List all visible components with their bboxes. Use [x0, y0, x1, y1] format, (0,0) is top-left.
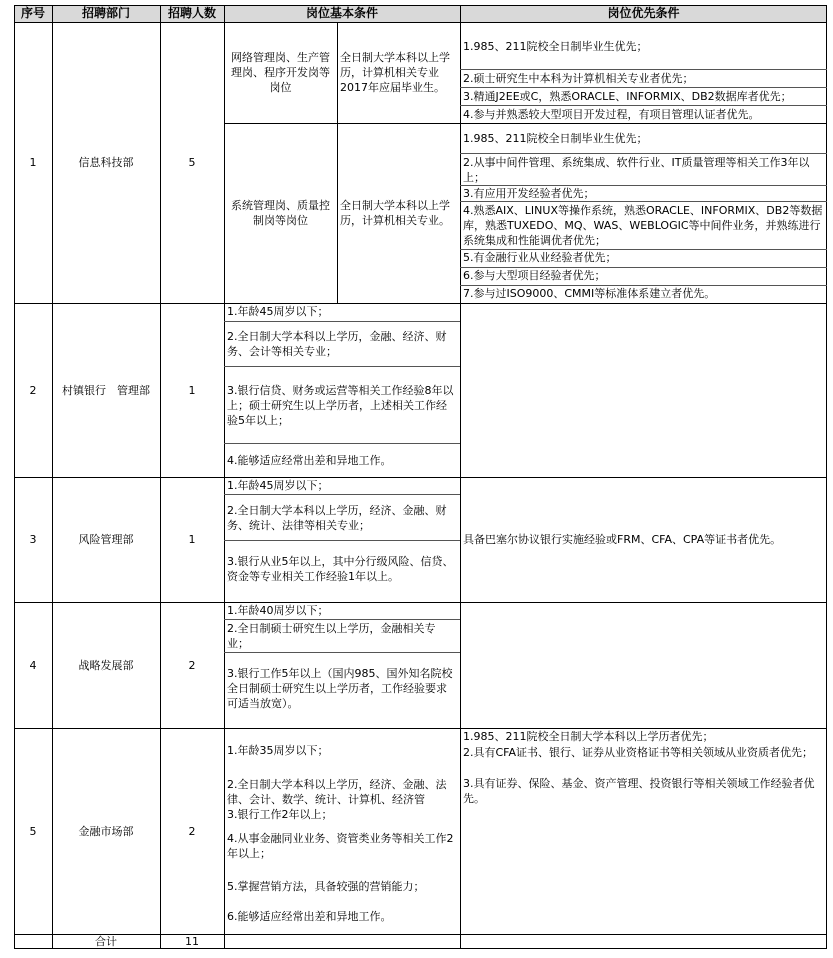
row5-seq: 5 [29, 824, 37, 838]
row5-basic-4: 4.从事金融同业业务、资管类业务等相关工作2年以上； [227, 832, 454, 860]
grid-line [160, 5, 161, 949]
grid-line [224, 366, 460, 367]
row1-sub1-pref-4: 4.参与并熟悉较大型项目开发过程，有项目管理认证者优先。 [463, 108, 760, 121]
grid-line [460, 185, 827, 186]
grid-line [52, 5, 53, 949]
total-label: 合计 [95, 935, 117, 948]
row1-headcount: 5 [188, 156, 196, 169]
row2-basic-4: 4.能够适应经常出差和异地工作。 [227, 454, 392, 467]
grid-line [224, 494, 460, 495]
row2-basic-2: 2.全日制大学本科以上学历，金融、经济、财务、会计等相关专业； [227, 330, 447, 358]
row5-basic-5: 5.掌握营销方法，具备较强的营销能力； [227, 880, 425, 893]
row3-basic-3: 3.银行从业5年以上，其中分行级风险、信贷、资金等专业相关工作经验1年以上。 [227, 555, 454, 583]
grid-line [14, 22, 827, 23]
grid-line [224, 443, 460, 444]
row2-department: 村镇银行 管理部 [62, 383, 150, 397]
grid-line [14, 5, 827, 6]
grid-line [14, 477, 827, 478]
grid-line [224, 619, 460, 620]
row4-basic-2: 2.全日制硕士研究生以上学历，金融相关专业； [227, 622, 436, 650]
row5-basic-2: 2.全日制大学本科以上学历，经济、金融、法律、会计、数学、统计、计算机、经济管 [227, 778, 447, 806]
row3-basic-2: 2.全日制大学本科以上学历，经济、金融、财务、统计、法律等相关专业； [227, 504, 447, 532]
row5-pref-2: 2.具有CFA证书、银行、证券从业资格证书等相关领域从业资质者优先； [463, 746, 814, 759]
row1-sub2-post: 系统管理岗、质量控制岗等岗位 [231, 199, 330, 227]
row4-basic-3: 3.银行工作5年以上（国内985、国外知名院校全日制硕士研究生以上学历者，工作经验要求可适当放宽）。 [227, 667, 453, 710]
row4-preferred [460, 602, 827, 728]
grid-line [460, 249, 827, 250]
row2-headcount: 1 [188, 383, 196, 397]
grid-line [224, 321, 460, 322]
row2-seq: 2 [29, 383, 37, 397]
row4-basic-1: 1.年龄40周岁以下； [227, 604, 329, 617]
grid-line [460, 87, 827, 88]
row4-seq: 4 [29, 658, 37, 672]
row5-pref-1: 1.985、211院校全日制大学本科以上学历者优先； [463, 730, 714, 743]
header-preferred-conditions: 岗位优先条件 [460, 5, 827, 22]
row1-sub2-basic: 全日制大学本科以上学历，计算机相关专业。 [340, 199, 450, 227]
row1-sub2-pref-5: 5.有金融行业从业经验者优先； [463, 251, 617, 264]
row5-basic-3: 3.银行工作2年以上； [227, 808, 333, 821]
recruitment-table [14, 5, 827, 949]
row1-sub1-pref-2: 2.硕士研究生中本科为计算机相关专业者优先； [463, 72, 694, 85]
row2-basic-1: 1.年龄45周岁以下； [227, 305, 329, 318]
grid-line [460, 153, 827, 154]
header-headcount: 招聘人数 [160, 5, 224, 22]
grid-line [460, 5, 461, 949]
grid-line [460, 201, 827, 202]
row1-sub2-pref-1: 1.985、211院校全日制毕业生优先； [463, 132, 648, 145]
grid-line [460, 285, 827, 286]
row5-basic-6: 6.能够适应经常出差和异地工作。 [227, 910, 392, 923]
row5-pref-3: 3.具有证券、保险、基金、资产管理、投资银行等相关领域工作经验者优先。 [463, 777, 815, 805]
row1-department: 信息科技部 [78, 156, 134, 169]
row1-sub1-post: 网络管理岗、生产管理岗、程序开发岗等岗位 [231, 51, 330, 94]
row1-sub2-pref-7: 7.参与过ISO9000、CMMI等标准体系建立者优先。 [463, 287, 716, 300]
grid-line [14, 934, 827, 935]
grid-line [224, 652, 460, 653]
grid-line [14, 602, 827, 603]
grid-line [14, 948, 827, 949]
row3-basic-1: 1.年龄45周岁以下； [227, 479, 329, 492]
row1-sub2-pref-6: 6.参与大型项目经验者优先； [463, 269, 606, 282]
grid-line [460, 105, 827, 106]
header-seq: 序号 [14, 5, 52, 22]
grid-line [826, 5, 827, 949]
grid-line [337, 22, 338, 303]
row5-headcount: 2 [188, 824, 196, 838]
row1-sub1-basic: 全日制大学本科以上学历，计算机相关专业2017年应届毕业生。 [340, 51, 450, 94]
grid-line [224, 123, 827, 124]
row1-sub2-pref-3: 3.有应用开发经验者优先； [463, 187, 595, 200]
total-value: 11 [185, 935, 199, 948]
row4-headcount: 2 [188, 658, 196, 672]
grid-line [14, 728, 827, 729]
row1-seq: 1 [29, 156, 37, 169]
grid-line [14, 5, 15, 949]
grid-line [460, 267, 827, 268]
grid-line [14, 303, 827, 304]
row5-department: 金融市场部 [78, 824, 134, 838]
row3-department: 风险管理部 [78, 533, 134, 546]
row1-sub1-pref-3: 3.精通J2EE或C，熟悉ORACLE、INFORMIX、DB2数据库者优先； [463, 90, 792, 103]
row1-sub2-pref-4: 4.熟悉AIX、LINUX等操作系统，熟悉ORACLE、INFORMIX、DB2等数据库，熟悉TUXEDO、MQ、WAS、WEBLOGIC等中间件业务，并熟练进行系统集成和性能调优者优先； [463, 204, 823, 247]
row3-seq: 3 [29, 533, 37, 546]
grid-line [224, 540, 460, 541]
header-basic-conditions: 岗位基本条件 [224, 5, 460, 22]
row5-basic-1: 1.年龄35周岁以下； [227, 744, 329, 757]
grid-line [460, 69, 827, 70]
row1-sub2-pref-2: 2.从事中间件管理、系统集成、软件行业、IT质量管理等相关工作3年以上； [463, 156, 810, 184]
row4-department: 战略发展部 [78, 658, 134, 672]
row3-headcount: 1 [188, 533, 196, 546]
row2-basic-3: 3.银行信贷、财务或运营等相关工作经验8年以上；硕士研究生以上学历者，上述相关工作经验5年以上； [227, 384, 454, 427]
header-department: 招聘部门 [52, 5, 160, 22]
grid-line [224, 5, 225, 949]
row3-preferred: 具备巴塞尔协议银行实施经验或FRM、CFA、CPA等证书者优先。 [463, 533, 782, 546]
row1-sub1-pref-1: 1.985、211院校全日制毕业生优先； [463, 40, 648, 53]
row2-preferred [460, 303, 827, 477]
